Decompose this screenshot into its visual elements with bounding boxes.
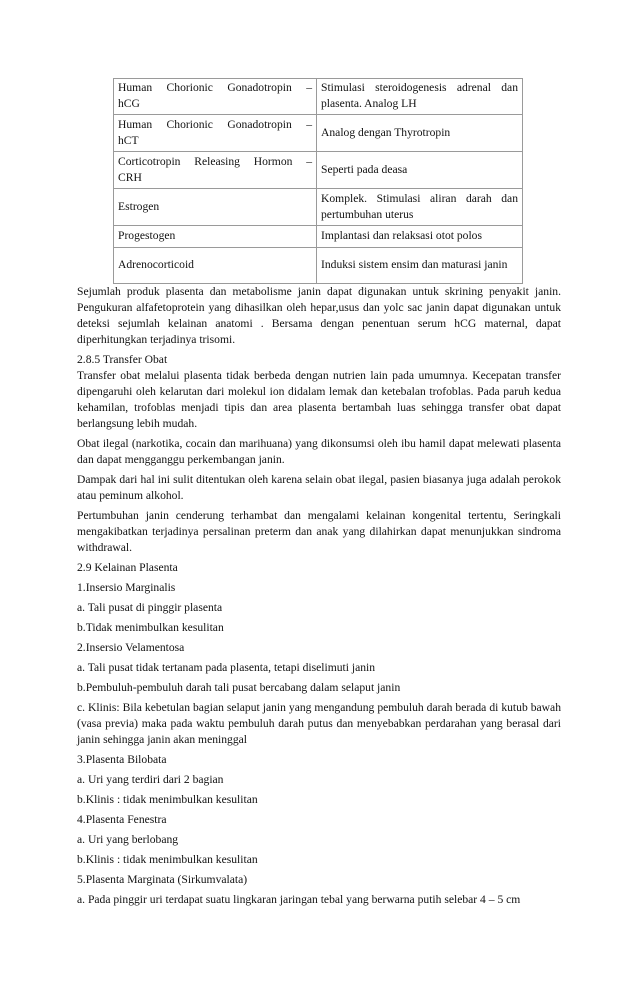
hormone-cell: Estrogen — [114, 189, 317, 226]
list-item: a. Tali pusat di pinggir plasenta — [77, 601, 223, 614]
list-item: a. Tali pusat tidak tertanam pada plasenta, tetapi diselimuti janin — [77, 661, 376, 674]
table-row — [114, 79, 523, 115]
effect-cell: Seperti pada deasa — [317, 152, 523, 189]
list-item: 1.Insersio Marginalis — [77, 581, 176, 594]
list-item: 4.Plasenta Fenestra — [77, 813, 167, 826]
list-item: a. Uri yang terdiri dari 2 bagian — [77, 773, 224, 786]
transfer-paragraph: Transfer obat melalui plasenta tidak berbeda dengan nutrien lain pada umumnya. Kecepatan transfer dipengaruhi oleh kelarutan dari molekul ion didalam lemak dan ketebalan trofoblas. Pada paruh kedua kehamilan, trofoblas menjadi tipis dan area plasenta bertambah luas sehingga transfer obat dapat berlangsung lebih mudah. — [77, 369, 561, 430]
list-item: 2.Insersio Velamentosa — [77, 641, 185, 654]
pertumbuhan-paragraph: Pertumbuhan janin cenderung terhambat dan mengalami kelainan kongenital tertentu, Seringkali mengakibatkan terjadinya persalinan preterm dan anak yang dilahirkan dapat menunjukkan sindroma withdrawal. — [77, 509, 561, 554]
effect-cell: Induksi sistem ensim dan maturasi janin — [317, 248, 523, 284]
list-item: 3.Plasenta Bilobata — [77, 753, 167, 766]
hormone-cell: Human Chorionic Gonadotropin – hCT — [114, 115, 317, 152]
hormone-table — [113, 78, 523, 284]
table-row — [114, 189, 523, 226]
effect-cell: Analog dengan Thyrotropin — [317, 115, 523, 152]
marginata-paragraph: a. Pada pinggir uri terdapat suatu lingkaran jaringan tebal yang berwarna putih selebar 4 – 5 cm — [77, 893, 521, 906]
obat-ilegal-paragraph: Obat ilegal (narkotika, cocain dan marihuana) yang dikonsumsi oleh ibu hamil dapat melewati plasenta dan dapat mengganggu perkembangan janin. — [77, 437, 561, 466]
intro-paragraph: Sejumlah produk plasenta dan metabolisme janin dapat digunakan untuk skrining penyakit janin. Pengukuran alfafetoprotein yang dihasilkan oleh hepar,usus dan yolc sac janin dapat digunakan untuk deteksi sejumlah kelainan anatomi . Bersama dengan penentuan serum hCG maternal, dapat diperhitungkan terjadinya trisomi. — [77, 285, 561, 346]
body-text — [77, 284, 561, 908]
table-row — [114, 115, 523, 152]
hormone-cell: Corticotropin Releasing Hormon – CRH — [114, 152, 317, 189]
list-item: b.Klinis : tidak menimbulkan kesulitan — [77, 853, 258, 866]
hormone-cell: Adrenocorticoid — [114, 248, 317, 284]
list-item: b.Tidak menimbulkan kesulitan — [77, 621, 224, 634]
effect-cell: Stimulasi steroidogenesis adrenal dan plasenta. Analog LH — [317, 79, 523, 115]
effect-cell: Implantasi dan relaksasi otot polos — [317, 226, 523, 248]
dampak-paragraph: Dampak dari hal ini sulit ditentukan oleh karena selain obat ilegal, pasien biasanya juga adalah perokok atau peminum alkohol. — [77, 473, 561, 502]
hormone-cell: Human Chorionic Gonadotropin – hCG — [114, 79, 317, 115]
hormone-cell: Progestogen — [114, 226, 317, 248]
klinis-paragraph: c. Klinis: Bila kebetulan bagian selaput janin yang mengandung pembuluh darah berada di kutub bawah (vasa previa) maka pada waktu pembuluh darah putus dan menyebabkan perdarahan yang berasal dari janin sehingga janin akan meninggal — [77, 701, 561, 746]
table-row — [114, 248, 523, 284]
effect-cell: Komplek. Stimulasi aliran darah dan pertumbuhan uterus — [317, 189, 523, 226]
section-heading: 2.9 Kelainan Plasenta — [77, 561, 178, 574]
transfer-heading: 2.8.5 Transfer Obat — [77, 353, 168, 366]
list-item: b.Klinis : tidak menimbulkan kesulitan — [77, 793, 258, 806]
table-row — [114, 152, 523, 189]
list-item: b.Pembuluh-pembuluh darah tali pusat bercabang dalam selaput janin — [77, 681, 401, 694]
list-item: a. Uri yang berlobang — [77, 833, 179, 846]
table-row — [114, 226, 523, 248]
list-item: 5.Plasenta Marginata (Sirkumvalata) — [77, 873, 248, 886]
